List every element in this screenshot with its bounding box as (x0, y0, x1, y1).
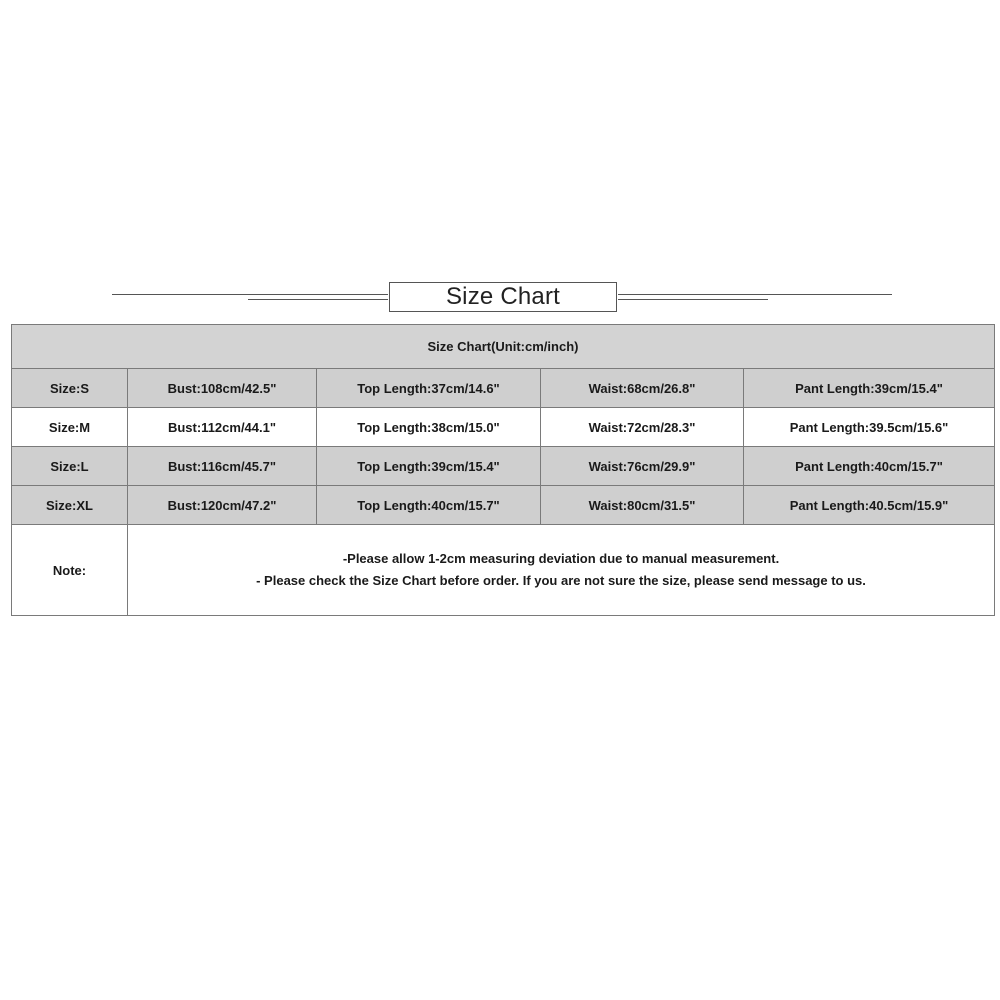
size-cell: Size:S (12, 369, 128, 408)
top-length-cell: Top Length:38cm/15.0" (317, 408, 541, 447)
table-row (12, 486, 995, 525)
waist-cell: Waist:80cm/31.5" (541, 486, 744, 525)
waist-cell: Waist:72cm/28.3" (541, 408, 744, 447)
bust-cell: Bust:116cm/45.7" (128, 447, 317, 486)
bust-cell: Bust:120cm/47.2" (128, 486, 317, 525)
table-caption-row (12, 325, 995, 369)
bust-cell: Bust:112cm/44.1" (128, 408, 317, 447)
table-row (12, 408, 995, 447)
decorative-line-left-short (248, 299, 388, 300)
pant-length-cell: Pant Length:40.5cm/15.9" (744, 486, 995, 525)
size-chart-table (11, 324, 995, 616)
top-length-cell: Top Length:40cm/15.7" (317, 486, 541, 525)
decorative-line-right-short (618, 299, 768, 300)
table-row (12, 369, 995, 408)
note-content (128, 525, 995, 616)
bust-cell: Bust:108cm/42.5" (128, 369, 317, 408)
pant-length-cell: Pant Length:40cm/15.7" (744, 447, 995, 486)
note-label: Note: (12, 525, 128, 616)
size-cell: Size:XL (12, 486, 128, 525)
note-line-1: -Please allow 1-2cm measuring deviation due to manual measurement. (342, 551, 780, 566)
note-line-2: - Please check the Size Chart before order. If you are not sure the size, please send message to us. (256, 573, 866, 588)
page-title: Size Chart (389, 282, 617, 312)
decorative-line-left-long (112, 294, 388, 295)
top-length-cell: Top Length:39cm/15.4" (317, 447, 541, 486)
table-caption: Size Chart(Unit:cm/inch) (12, 325, 995, 369)
top-length-cell: Top Length:37cm/14.6" (317, 369, 541, 408)
decorative-line-right-long (618, 294, 892, 295)
waist-cell: Waist:76cm/29.9" (541, 447, 744, 486)
table-row (12, 447, 995, 486)
title-header (0, 280, 1000, 314)
pant-length-cell: Pant Length:39.5cm/15.6" (744, 408, 995, 447)
note-row (12, 525, 995, 616)
size-cell: Size:M (12, 408, 128, 447)
size-cell: Size:L (12, 447, 128, 486)
waist-cell: Waist:68cm/26.8" (541, 369, 744, 408)
pant-length-cell: Pant Length:39cm/15.4" (744, 369, 995, 408)
